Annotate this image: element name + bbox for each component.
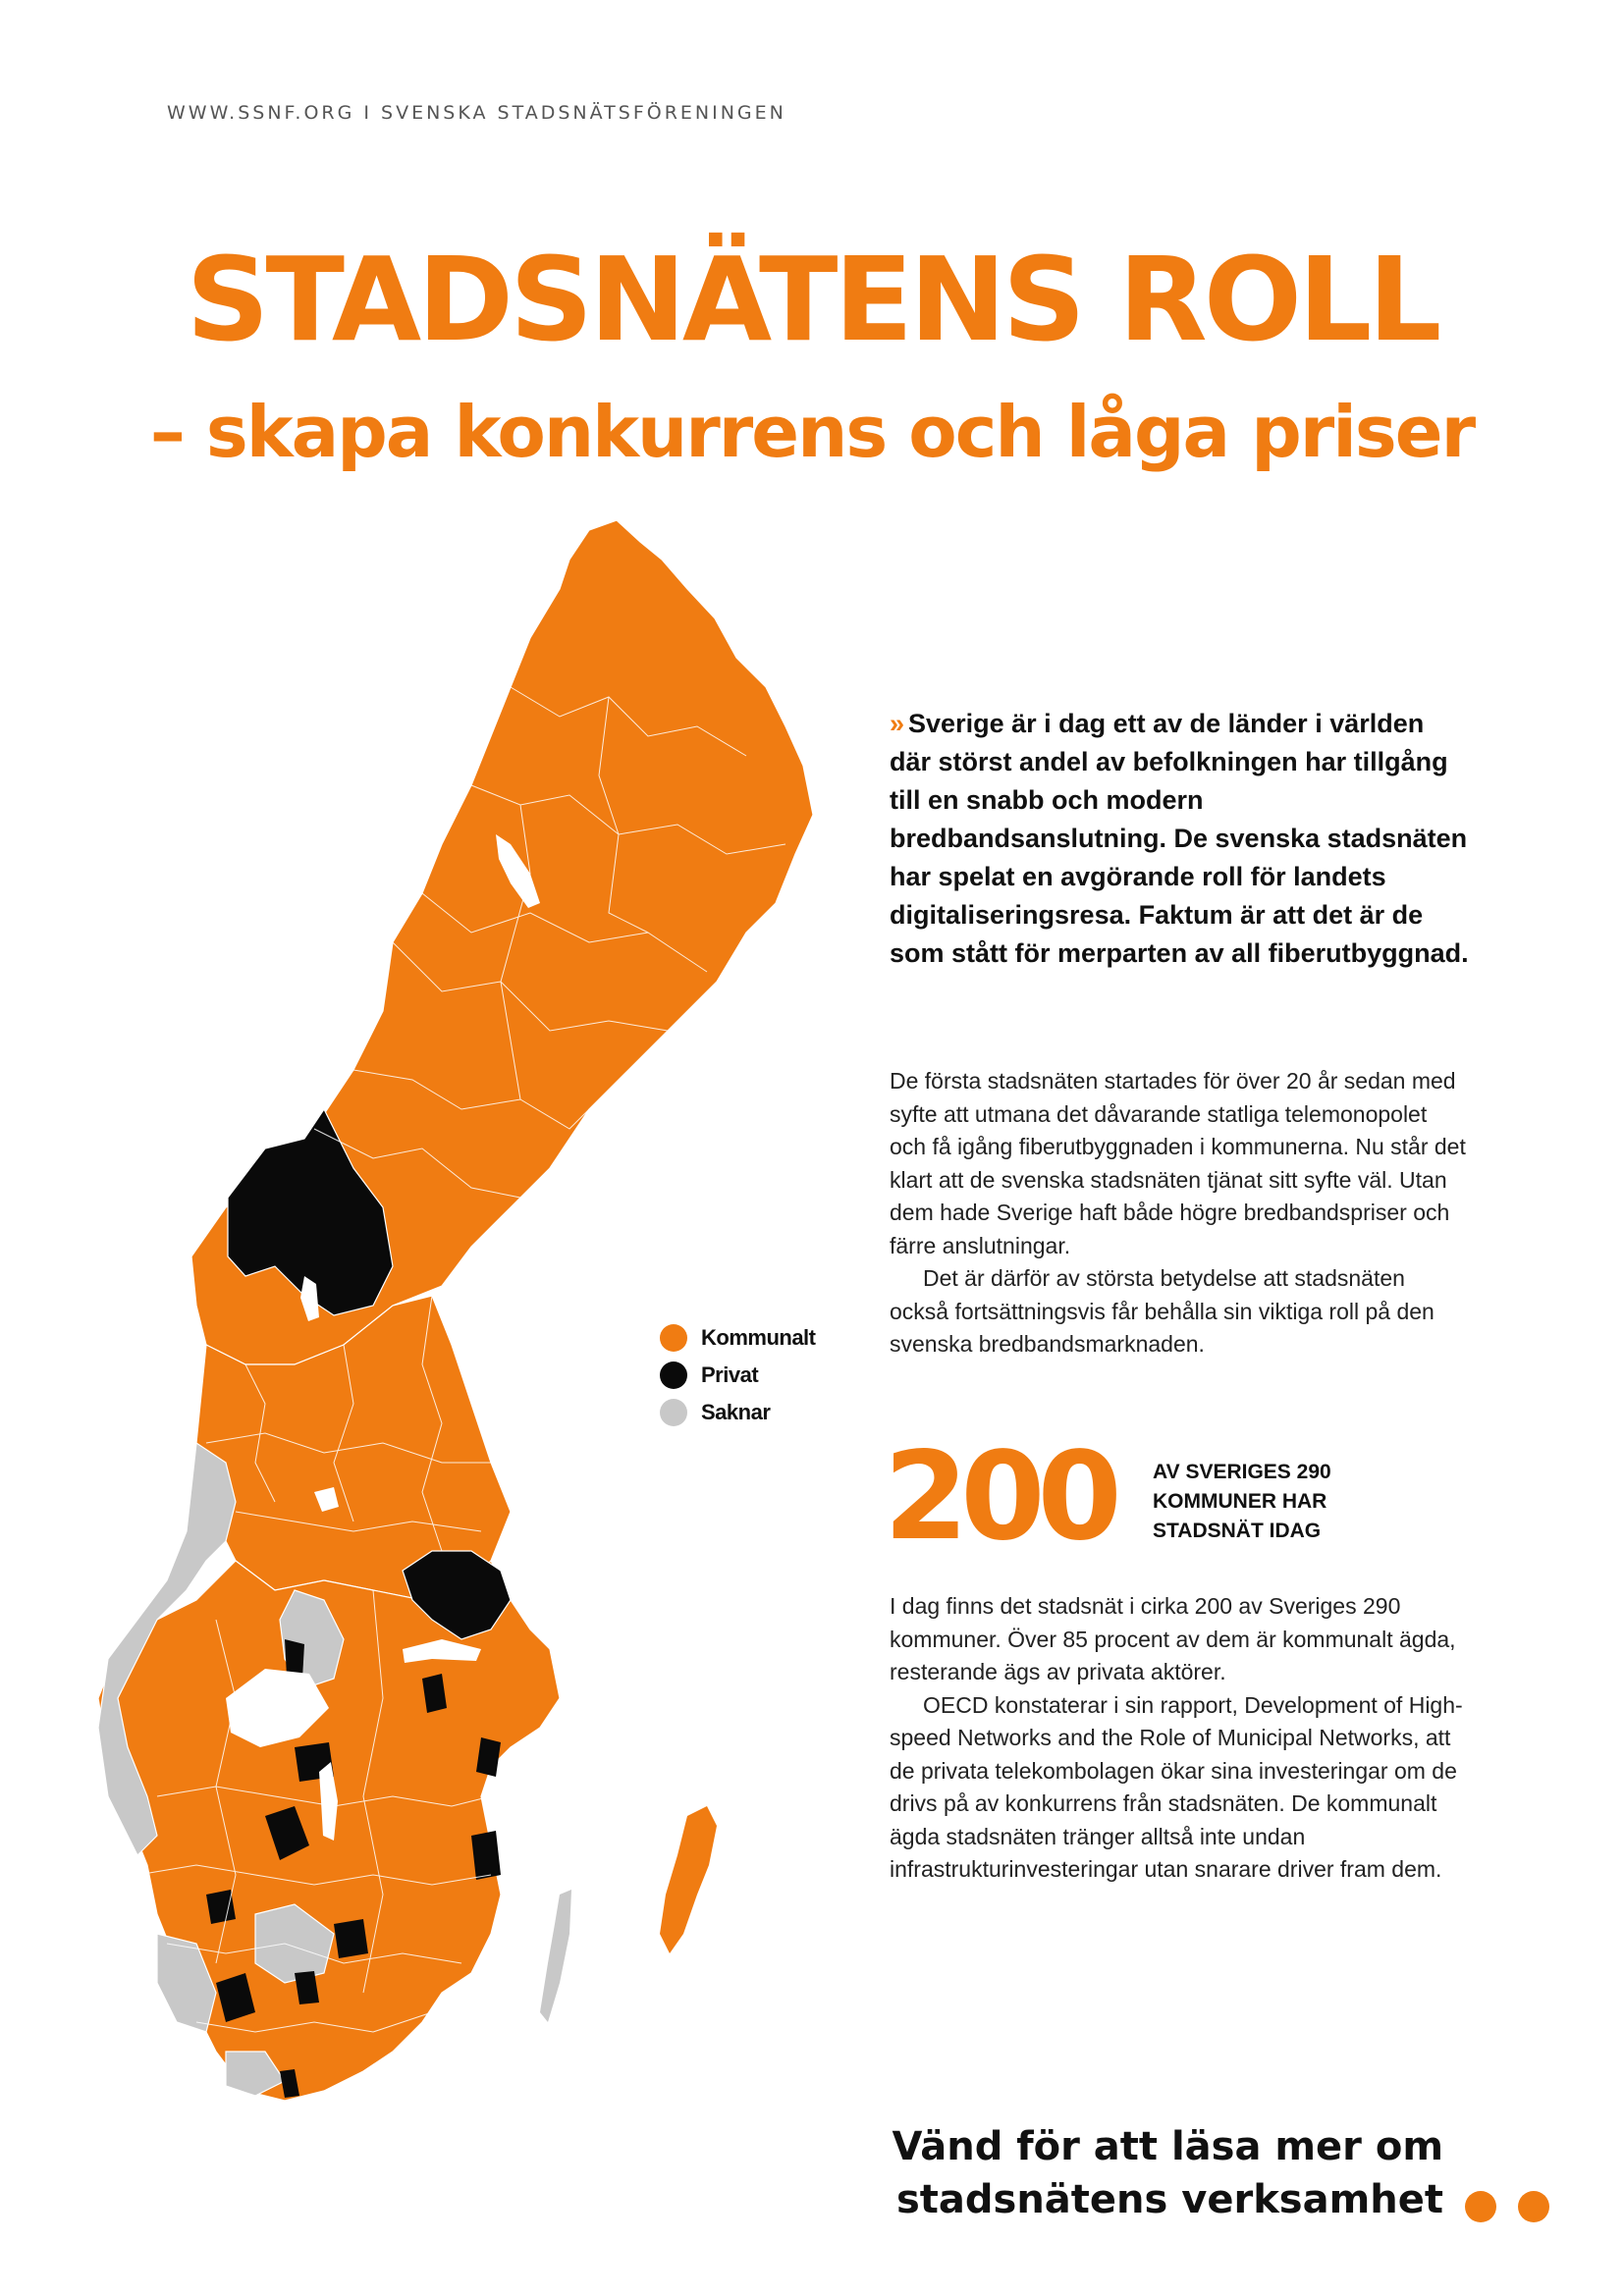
footer-dot-icon (1465, 2191, 1496, 2222)
oecd-paragraph-1: I dag finns det stadsnät i cirka 200 av Sveriges 290 kommuner. Över 85 procent av dem är kommunalt ägda, resterande ägs av privata aktörer. (890, 1593, 1456, 1684)
legend-label: Privat (701, 1362, 759, 1387)
stat-number: 200 (884, 1426, 1114, 1568)
stat-caption: AV SVERIGES 290 KOMMUNER HAR STADSNÄT IDAG (1153, 1461, 1331, 1542)
map-legend (660, 1319, 816, 1431)
legend-item-privat (660, 1357, 816, 1394)
page-title: STADSNÄTENS ROLL (186, 232, 1438, 367)
intro-section (890, 1065, 1469, 1362)
oecd-section (890, 1590, 1469, 1887)
footer-dots (1465, 2191, 1549, 2222)
map-region-private-6 (471, 1831, 501, 1880)
footer-dot-icon (1518, 2191, 1549, 2222)
intro-paragraph-2: Det är därför av största betydelse att stadsnäten också fortsättningsvis får behålla sin viktiga roll på den svenska bredbandsmarknaden. (890, 1265, 1435, 1357)
quote-mark: » (890, 709, 905, 738)
header-line: WWW.SSNF.ORG I SVENSKA STADSNÄTSFÖRENINGEN (167, 102, 786, 124)
footer-line-2: stadsnätens verksamhet (895, 2177, 1443, 2222)
lead-paragraph (890, 705, 1469, 973)
map-region-gotland (660, 1806, 717, 1953)
legend-dot-kommunalt (660, 1324, 687, 1352)
stat-block (884, 1428, 1473, 1566)
oecd-paragraph-2: OECD konstaterar i sin rapport, Development of High-speed Networks and the Role of Municipal Networks, att de privata telekombolagen ökar sina investeringar om de drivs på av konkurrens från stadsnäten. De kommunalt ägda stadsnäten tränger alltså inte undan infrastrukturinvesteringar utan snarare driver fram dem. (890, 1691, 1463, 1882)
footer-cta (892, 2120, 1443, 2226)
legend-dot-saknar (660, 1399, 687, 1426)
footer-line-1: Vänd för att läsa mer om (892, 2124, 1443, 2169)
map-region-oland (540, 1890, 571, 2022)
legend-label: Kommunalt (701, 1325, 816, 1350)
legend-item-saknar (660, 1394, 816, 1431)
page-subtitle: – skapa konkurrens och låga priser (149, 391, 1475, 473)
intro-paragraph-1: De första stadsnäten startades för över 20 år sedan med syfte att utmana det dåvarande statliga telemonopolet och få igång fiberutbyggnaden i kommunerna. Nu står det klart att de svenska stadsnäten tjänat sitt syfte väl. Utan dem hade Sverige haft både högre bredbandspriser och färre anslutningar. (890, 1068, 1466, 1258)
legend-item-kommunalt (660, 1319, 816, 1357)
map-region-private-8 (334, 1919, 368, 1958)
lead-text: Sverige är i dag ett av de länder i världen där störst andel av befolkningen har tillgång till en snabb och modern bredbandsanslutning. De svenska stadsnäten har spelat en avgörande roll för landets digitaliseringsresa. Faktum är att det är de som stått för merparten av all fiberutbyggnad. (890, 709, 1469, 968)
legend-label: Saknar (701, 1400, 771, 1424)
legend-dot-privat (660, 1362, 687, 1389)
